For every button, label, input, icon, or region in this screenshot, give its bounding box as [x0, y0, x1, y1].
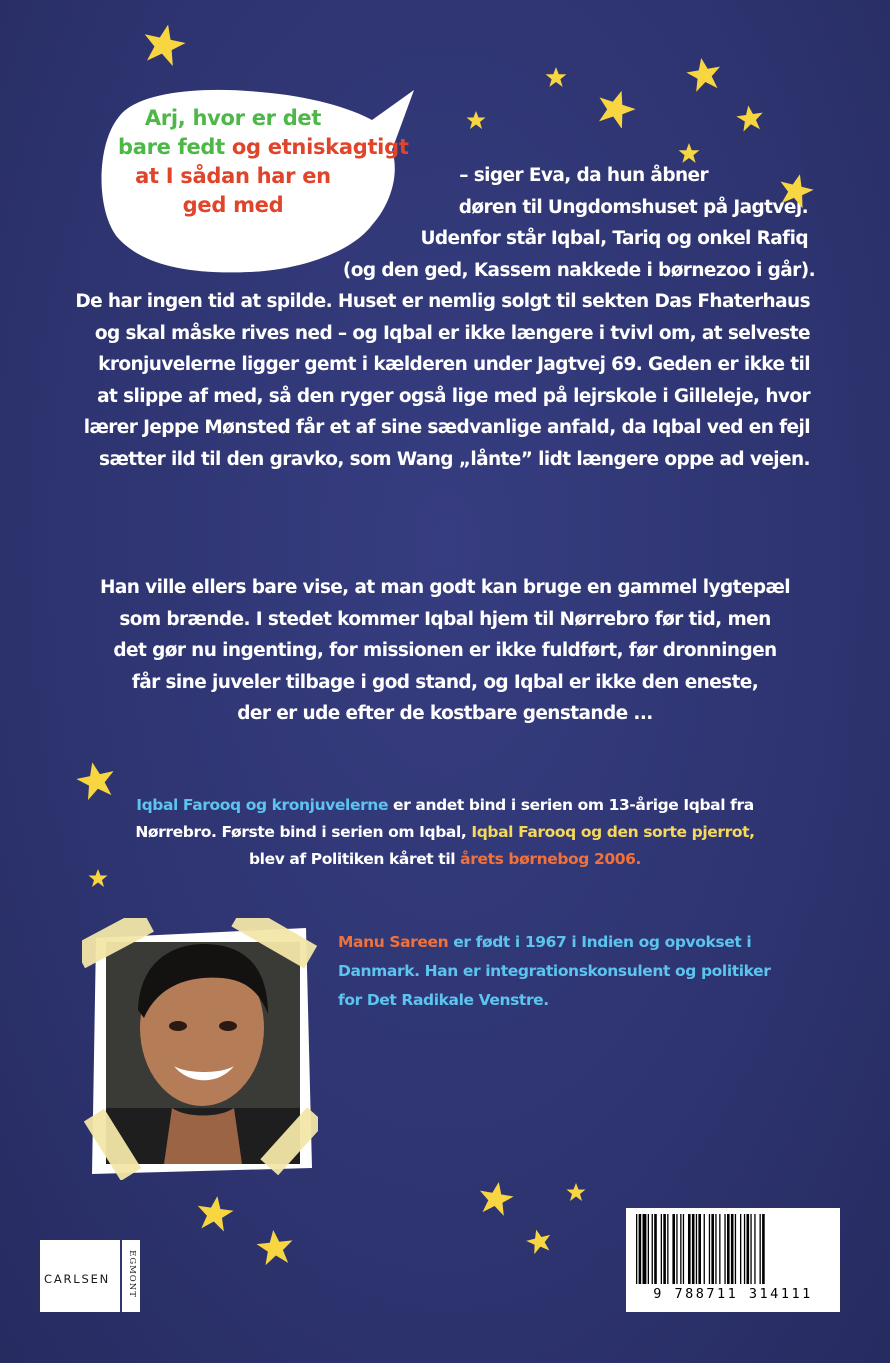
star-icon: [596, 88, 636, 128]
star-icon: [88, 868, 108, 888]
barcode-bar: [750, 1214, 751, 1284]
star-icon: [566, 1182, 586, 1202]
blurb-line: sætter ild til den gravko, som Wang „lånte” lidt længere oppe ad vejen.: [99, 448, 810, 470]
barcode-bar: [652, 1214, 653, 1284]
author-name: Manu Sareen: [338, 933, 449, 951]
blurb-line: – siger Eva, da hun åbner: [459, 165, 708, 186]
barcode-bar: [704, 1214, 705, 1284]
blurb-line: og skal måske rives ned – og Iqbal er ikke længere i tvivl om, at selveste: [94, 322, 810, 344]
publisher-name: CARLSEN: [44, 1272, 111, 1286]
author-bio-text-3: for Det Radikale Venstre.: [338, 991, 549, 1009]
blurb-line: at slippe af med, så den ryger også lige med på lejrskole i Gilleleje, hvor: [97, 385, 810, 407]
barcode-bar: [654, 1214, 657, 1284]
isbn-barcode: [626, 1208, 840, 1312]
star-icon: [778, 172, 814, 208]
star-icon: [196, 1194, 234, 1232]
first-book-title: Iqbal Farooq og den sorte pjerrot,: [471, 823, 755, 841]
barcode-bar: [688, 1214, 691, 1284]
author-bio: [338, 928, 838, 1015]
star-icon: [76, 760, 116, 800]
award-text: årets børnebog 2006.: [460, 850, 642, 868]
bubble-line-3: at I sådan har en: [135, 164, 331, 188]
barcode-bar: [661, 1214, 662, 1284]
blurb-line: får sine juveler tilbage i god stand, og Iqbal er ikke den eneste,: [131, 671, 759, 693]
blurb-line: døren til Ungdomshuset på Jagtvej.: [458, 196, 808, 218]
barcode-bar: [754, 1214, 755, 1284]
current-book-title: Iqbal Farooq og kronjuvelerne: [136, 796, 389, 814]
barcode-bar: [636, 1214, 637, 1284]
blurb-line: kronjuvelerne ligger gemt i kælderen under Jagtvej 69. Geden er ikke til: [98, 354, 810, 375]
barcode-bar: [698, 1214, 701, 1284]
blurb-line: Udenfor står Iqbal, Tariq og onkel Rafiq: [420, 228, 808, 249]
blurb-paragraph-1: [40, 160, 850, 475]
barcode-bars: [626, 1208, 840, 1286]
blurb-line: De har ingen tid at spilde. Huset er nemlig solgt til sekten Das Fhaterhaus: [75, 291, 810, 312]
series-text-3: blev af Politiken kåret til: [248, 850, 461, 868]
barcode-bar: [639, 1214, 642, 1284]
star-icon: [736, 104, 764, 132]
barcode-bar: [648, 1214, 649, 1284]
barcode-bar: [715, 1214, 716, 1284]
barcode-bar: [667, 1214, 668, 1284]
author-photo: [82, 918, 318, 1180]
blurb-line: Han ville ellers bare vise, at man godt kan bruge en gammel lygtepæl: [99, 577, 791, 598]
series-info: [40, 792, 850, 873]
publisher-logo: [40, 1240, 140, 1312]
barcode-bar: [663, 1214, 666, 1284]
barcode-bar: [683, 1214, 684, 1284]
star-icon: [256, 1228, 294, 1266]
barcode-bar: [676, 1214, 677, 1284]
author-bio-text-1: er født i 1967 i Indien og opvokset i: [448, 933, 752, 951]
barcode-bar: [735, 1214, 736, 1284]
barcode-bar: [672, 1214, 675, 1284]
star-icon: [526, 1228, 552, 1254]
author-bio-text-2: Danmark. Han er integrationskonsulent og politiker: [338, 962, 771, 980]
barcode-bar: [724, 1214, 725, 1284]
barcode-bar: [747, 1214, 750, 1284]
bubble-line-1: Arj, hvor er det: [144, 106, 322, 130]
barcode-bar: [719, 1214, 720, 1284]
barcode-bar: [711, 1214, 714, 1284]
star-icon: [678, 142, 700, 164]
barcode-bar: [709, 1214, 710, 1284]
series-text-1: er andet bind i serien om 13-årige Iqbal fra: [388, 796, 754, 814]
barcode-bar: [696, 1214, 697, 1284]
star-icon: [466, 110, 486, 130]
blurb-paragraph-2: [40, 572, 850, 730]
bubble-line-2-red: og etniskagtigt: [231, 135, 409, 159]
barcode-bar: [727, 1214, 730, 1284]
barcode-bar: [744, 1214, 745, 1284]
blurb-line: lærer Jeppe Mønsted får et af sine sædvanlige anfald, da Iqbal ved en fejl: [83, 417, 810, 438]
barcode-bar: [692, 1214, 695, 1284]
barcode-bar: [760, 1214, 761, 1284]
star-icon: [545, 66, 567, 88]
bubble-line-4: ged med: [182, 193, 284, 217]
barcode-bar: [762, 1214, 765, 1284]
star-icon: [686, 56, 722, 92]
bubble-line-2-green: bare fedt: [118, 135, 232, 159]
star-icon: [142, 22, 186, 66]
logo-divider: [120, 1240, 122, 1312]
star-icon: [478, 1180, 514, 1216]
isbn-number: 9 788711 314111: [653, 1286, 813, 1302]
series-text-2: Nørrebro. Første bind i serien om Iqbal,: [135, 823, 472, 841]
barcode-bar: [643, 1214, 647, 1284]
blurb-line: (og den ged, Kassem nakkede i børnezoo i går).: [342, 259, 815, 281]
publisher-parent: EGMONT: [127, 1250, 137, 1298]
blurb-line: som brænde. I stedet kommer Iqbal hjem til Nørrebro før tid, men: [119, 608, 771, 630]
logo-egmont-box: [125, 1243, 139, 1309]
blurb-line: det gør nu ingenting, for missionen er ikke fuldført, før dronningen: [113, 640, 777, 661]
barcode-bar: [731, 1214, 734, 1284]
barcode-bar: [680, 1214, 681, 1284]
barcode-bar: [740, 1214, 741, 1284]
blurb-line: der er ude efter de kostbare genstande ...: [237, 703, 653, 724]
